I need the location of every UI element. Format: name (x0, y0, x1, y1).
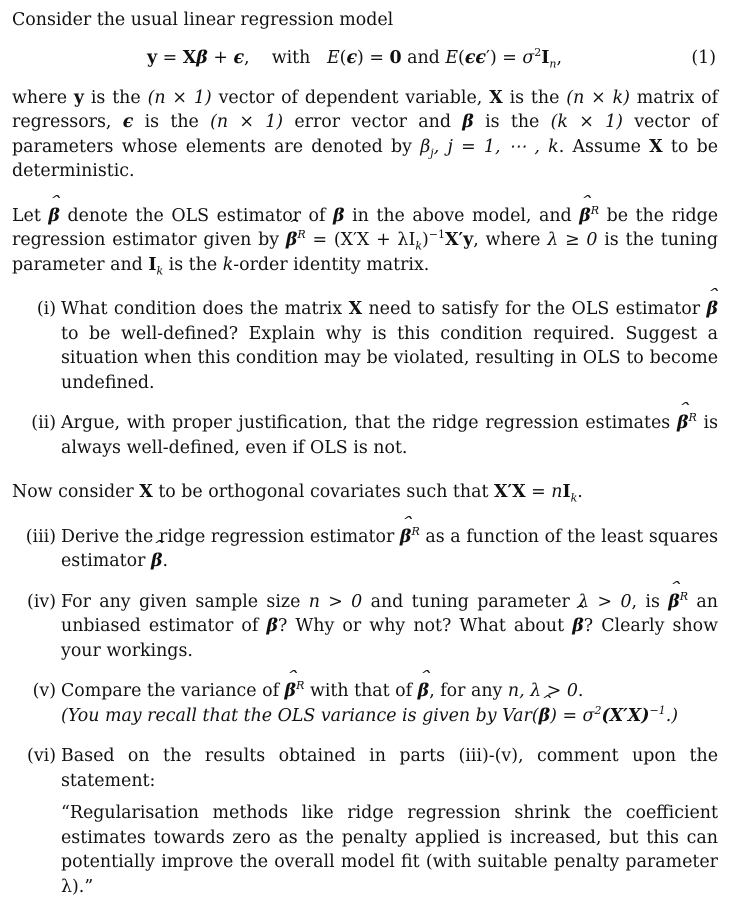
question-i: (i) What condition does the matrix X need to satisfy for the OLS estimator ˆ β to be well-defined? Explain why is this condition required. Suggest a situation when this condition may be violated, resulting in OLS to become undefined. (12, 297, 718, 395)
model-equation: y = Xβ + ϵ, with E(ϵ) = 0 and $E(\epsilon\epsilon') = \sigma^2I_n$, (147, 45, 563, 70)
question-v: (v) Compare the variance of ˆ $\beta^R$ with that of ˆ β, for any n, λ > 0. (You may recall that the OLS variance is given by Var(ˆ $\beta) = \sigma^2(X'X)^{-1}$.) (12, 679, 718, 728)
model-equation-row (12, 45, 718, 76)
orthogonal-statement: Now consider X to be orthogonal covariates such that $X'X = nI_k$. (12, 482, 583, 505)
equation-number: (1) (691, 47, 716, 68)
question-ii: (ii) Argue, with proper justification, that the ridge regression estimates ˆ $\beta^R$ is always well-defined, even if OLS is not. (12, 411, 718, 460)
quoted-statement: “Regularisation methods like ridge regression shrink the coefficient estimates towards zero as the penalty applied is increased, but this can potentially improve the overall model fit (with suitable penalty parameter λ).” (61, 803, 718, 897)
intro-text (12, 8, 718, 33)
question-vi: (vi) Based on the results obtained in parts (iii)-(v), comment upon the statement: “Regularisation methods like ridge regression shrink the coefficient estimates towards zero as the penalty applied is increased, but this can potentially improve the overall model fit (with suitable penalty parameter λ).” (12, 744, 718, 899)
ridge-definition: Let ˆ β denote the OLS estimator of β in the above model, and ˆ $\beta^R$ be the ridge regression estimator given by ˆ $\beta^R = (X'X + \lambda I_k)^{-1}X'y$, where λ ≥ 0 is the tuning parameter and $I_k$ is the k-order identity matrix. (12, 204, 718, 278)
question-iv: (iv) For any given sample size n > 0 and tuning parameter λ > 0, is ˆ $\beta^R$ an unbiased estimator of β? Why or why not? What about ˆ β? Clearly show your workings. (12, 590, 718, 664)
problem-sheet (12, 8, 718, 899)
intro-lead: Consider the usual linear regression model (12, 10, 394, 30)
question-iii: (iii) Derive the ridge regression estimator ˆ $\beta^R$ as a function of the least squares estimator ˆ β. (12, 525, 718, 574)
where-paragraph: where y is the (n × 1) vector of dependent variable, X is the (n × k) matrix of regressors, ϵ is the (n × 1) error vector and β is the (k × 1) vector of parameters whose elements are denoted by $\beta_j$, j = 1, ⋯ , k. Assume X to be deterministic. (12, 87, 719, 181)
